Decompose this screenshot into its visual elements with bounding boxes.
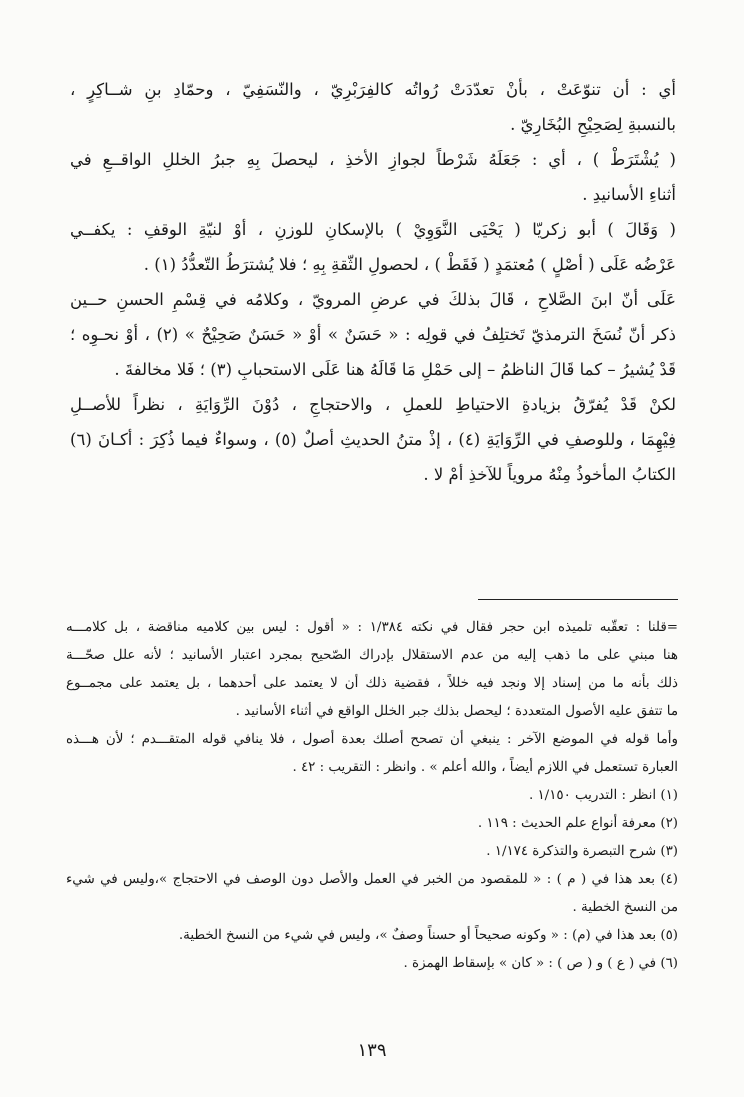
main-text-line: عَرْضُه عَلَى ( أصْلٍ ) مُعتمَدٍ ( فَقَطْ ) ، لحصولِ الثّقةِ بِهِ ؛ فلا يُشترَطُ التّعدُّدُ (١) . [143, 255, 676, 274]
main-text-line: ( يُشْتَرَطْ ) ، أي : جَعَلَهُ شَرْطاً لجوازِ الأخذِ ، ليحصلَ بِهِ جبرُ الخللِ الواقــعِ في [70, 150, 676, 169]
footnote-line: (١) انظر : التدريب ١/١٥٠ . [528, 788, 678, 803]
footnote-separator [478, 599, 678, 600]
footnote-line: من النسخ الخطية . [572, 900, 678, 915]
footnote-line: ذلك بأنه ما من إسناد إلا ونجد فيه خللاً ، فقضية ذلك أن لا يعتمد على أحدهما ، بل يعتمد على مجمــوع [66, 676, 678, 691]
footnote-line: وأما قوله في الموضع الآخر : ينبغي أن تصحح أصلك بعدة أصول ، فلا ينافي قوله المتقـــدم ؛ لأن هـــذه [66, 732, 678, 747]
main-text-line: الكتابُ المأخوذُ مِنْهُ مروياً للآخذِ أمْ لا . [423, 465, 676, 484]
footnote-line: ما تتفق عليه الأصول المتعددة ؛ ليحصل بذلك جبر الخلل الواقع في أثناء الأسانيد . [235, 704, 678, 719]
footnote-line: (٦) في ( ع ) و ( ص ) : « كان » بإسقاط الهمزة . [403, 956, 678, 971]
main-text-block [70, 72, 676, 492]
page-number: ١٣٩ [357, 1040, 387, 1061]
footnote-line: (٤) بعد هذا في ( م ) : « للمقصود من الخبر في العمل والأصل دون الوصف في الاحتجاج »،وليس في شيء [66, 872, 678, 887]
main-text-line: فِيْهِمَا ، وللوصفِ في الرِّوَايَةِ (٤) ، إذْ متنُ الحديثِ أصلٌ (٥) ، وسواءٌ فيما ذُكِرَ : أكـانَ (٦) [70, 430, 676, 449]
footnote-line: هنا مبني على ما ذهب إليه من عدم الاستقلال بإدراك الصّحيح بمجرد اعتبار الأسانيد ؛ لأنه علل صحّـــة [66, 648, 678, 663]
footnote-line: العبارة تستعمل في اللازم أيضاً ، والله أعلم » . وانظر : التقريب : ٤٢ . [292, 760, 678, 775]
main-text-line: أثناءِ الأسانيدِ . [582, 185, 676, 204]
main-text-line: بالنسبةِ لِصَحِيْحِ البُخَارِيّ . [510, 115, 676, 134]
main-text-line: ذكر أنّ نُسَخَ الترمذيّ تَختلِفُ في قولِه : « حَسَنٌ » أوْ « حَسَنٌ صَحِيْحٌ » (٢) ، أوْ نحـوِه ؛ [70, 325, 676, 344]
main-text-line: لكنْ قَدْ يُفرّقُ بزيادةِ الاحتياطِ للعملِ ، والاحتجاجِ ، دُوْنَ الرِّوَايَةِ ، نظراً للأصــلِ [70, 395, 676, 414]
main-text-line: ( وَقَالَ ) أبو زكريّا ( يَحْيَى النَّوَوِيْ ) بالإسكانِ للوزنِ ، أوْ لنيّةِ الوقفِ : يكفــي [70, 220, 676, 239]
footnote-line: (٥) بعد هذا في (م) : « وكونه صحيحاً أو حسناً وصفٌ »، وليس في شيء من النسخ الخطية. [178, 928, 678, 943]
main-text-line: أي : أن تنوّعَتْ ، بأنْ تعدّدَتْ رُواتُه كالفِرَبْرِيّ ، والنّسَفِيّ ، وحمّادِ بنِ شــاكِرٍ ، [70, 80, 676, 99]
footnote-line: =قلنا : تعقّبه تلميذه ابن حجر فقال في نكته ١/٣٨٤ : « أقول : ليس بين كلاميه مناقضة ، بل كلامـــه [66, 620, 678, 635]
footnote-line: (٢) معرفة أنواع علم الحديث : ١١٩ . [477, 816, 678, 831]
main-text-line: عَلَى أنّ ابنَ الصَّلاحِ ، قَالَ بذلكَ في عرضِ المرويّ ، وكلامُه في قِسْمِ الحسنِ حــين [70, 290, 676, 309]
footnotes-block [66, 614, 678, 978]
main-text-line: قَدْ يُشيرُ – كما قَالَ الناظمُ – إلى حَمْلِ مَا قَالَهُ هنا عَلَى الاستحبابِ (٣) ؛ فَلا مخالفةَ . [114, 360, 676, 379]
footnote-line: (٣) شرح التبصرة والتذكرة ١/١٧٤ . [486, 844, 678, 859]
